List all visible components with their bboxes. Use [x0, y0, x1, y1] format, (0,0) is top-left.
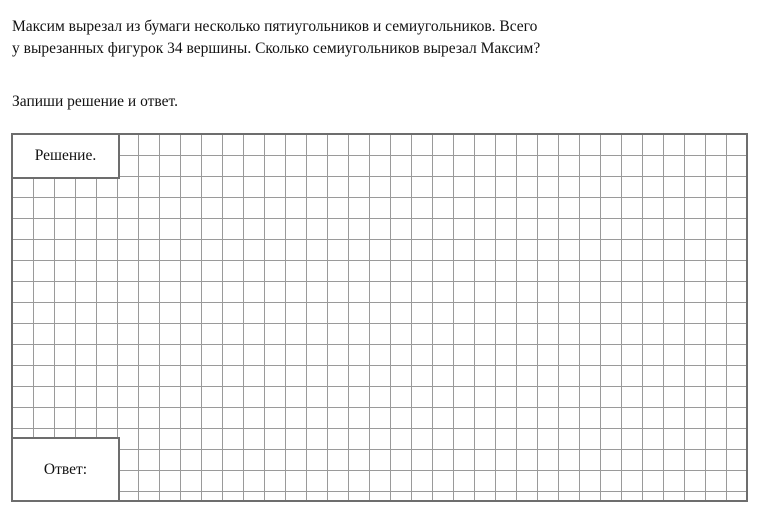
solution-label-cell — [11, 133, 120, 179]
problem-text — [12, 16, 777, 60]
answer-label: Ответ: — [43, 460, 88, 478]
solution-label: Решение. — [34, 147, 97, 164]
problem-line-2: у вырезанных фигурок 34 вершины. Сколько семиугольников вырезал Максим? — [12, 40, 541, 57]
problem-line-1: Максим вырезал из бумаги несколько пятиугольников и семиугольников. Всего — [12, 18, 538, 35]
answer-grid[interactable] — [11, 133, 748, 502]
answer-label-cell — [11, 437, 120, 502]
instruction-text: Запиши решение и ответ. — [12, 93, 179, 110]
